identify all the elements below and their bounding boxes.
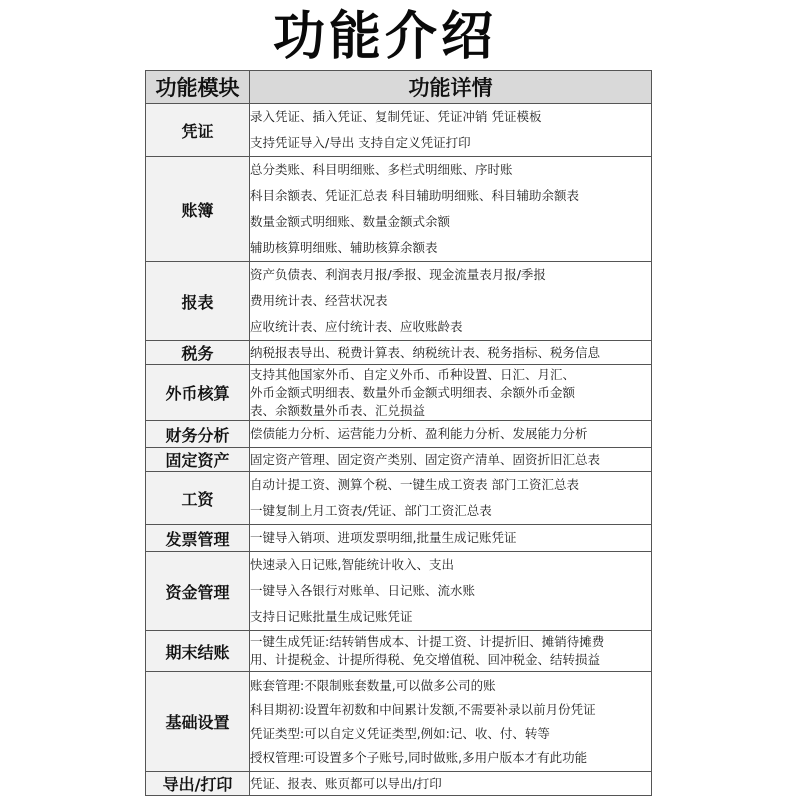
detail-line: 账套管理:不限制账套数量,可以做多公司的账 [250,677,496,693]
module-detail [250,525,652,552]
module-name: 工资 [146,472,250,525]
module-detail [250,421,652,448]
module-detail [250,552,652,631]
detail-line: 费用统计表、经营状况表 [250,293,388,308]
detail-line: 授权管理:可设置多个子账号,同时做账,多用户版本才有此功能 [250,749,588,765]
table-row [146,341,652,365]
page-title: 功能介绍 [272,7,497,67]
detail-line: 用、计提税金、计提所得税、免交增值税、回冲税金、结转损益 [250,652,601,667]
feature-table [145,70,652,796]
detail-line: 表、余额数量外币表、汇兑损益 [250,402,426,418]
header-module: 功能模块 [146,71,250,104]
module-name: 财务分析 [146,421,250,448]
module-detail [250,772,652,796]
module-name: 账簿 [146,157,250,262]
detail-line: 自动计提工资、测算个税、一键生成工资表 部门工资汇总表 [250,477,579,492]
table-row [146,157,652,262]
table-row [146,525,652,552]
table-header-row [146,71,652,104]
detail-line: 一键生成凭证:结转销售成本、计提工资、计提折旧、摊销待摊费 [250,634,605,649]
module-detail [250,448,652,472]
detail-line: 支持其他国家外币、自定义外币、币种设置、日汇、月汇、 [250,366,576,382]
module-name: 基础设置 [146,672,250,772]
module-detail [250,472,652,525]
detail-line: 科目余额表、凭证汇总表 科目辅助明细账、科目辅助余额表 [250,188,579,203]
header-detail: 功能详情 [250,71,652,104]
module-detail [250,104,652,157]
detail-line: 应收统计表、应付统计表、应收账龄表 [250,319,463,334]
detail-line: 一键复制上月工资表/凭证、部门工资汇总表 [250,503,492,518]
module-name: 凭证 [146,104,250,157]
table-row [146,365,652,421]
table-row [146,672,652,772]
detail-line: 支持凭证导入/导出 支持自定义凭证打印 [250,135,471,150]
table-row [146,104,652,157]
detail-line: 一键导入销项、进项发票明细,批量生成记账凭证 [250,530,517,545]
detail-line: 固定资产管理、固定资产类别、固定资产清单、固资折旧汇总表 [250,451,601,467]
module-name: 外币核算 [146,365,250,421]
table-row [146,772,652,796]
module-detail [250,672,652,772]
module-name: 发票管理 [146,525,250,552]
detail-line: 快速录入日记账,智能统计收入、支出 [250,557,454,572]
detail-line: 凭证类型:可以自定义凭证类型,例如:记、收、付、转等 [250,725,550,741]
table-row [146,262,652,341]
detail-line: 辅助核算明细账、辅助核算余额表 [250,240,438,255]
module-name: 期末结账 [146,631,250,672]
detail-line: 支持日记账批量生成记账凭证 [250,609,413,624]
detail-line: 凭证、报表、账页都可以导出/打印 [250,775,442,791]
table-row [146,631,652,672]
table-row [146,421,652,448]
module-name: 报表 [146,262,250,341]
module-name: 税务 [146,341,250,365]
detail-line: 总分类账、科目明细账、多栏式明细账、序时账 [250,162,513,177]
module-name: 资金管理 [146,552,250,631]
module-detail [250,157,652,262]
detail-line: 录入凭证、插入凭证、复制凭证、凭证冲销 凭证模板 [250,109,542,124]
table-row [146,552,652,631]
detail-line: 偿债能力分析、运营能力分析、盈利能力分析、发展能力分析 [250,426,588,441]
module-name: 导出/打印 [146,772,250,796]
module-detail [250,631,652,672]
module-detail [250,341,652,365]
detail-line: 数量金额式明细账、数量金额式余额 [250,214,451,229]
module-detail [250,262,652,341]
table-row [146,472,652,525]
detail-line: 纳税报表导出、税费计算表、纳税统计表、税务指标、税务信息 [250,344,601,360]
detail-line: 一键导入各银行对账单、日记账、流水账 [250,583,476,598]
detail-line: 科目期初:设置年初数和中间累计发额,不需要补录以前月份凭证 [250,701,596,717]
detail-line: 外币金额式明细表、数量外币金额式明细表、余额外币金额 [250,384,576,400]
detail-line: 资产负债表、利润表月报/季报、现金流量表月报/季报 [250,267,546,282]
module-detail [250,365,652,421]
module-name: 固定资产 [146,448,250,472]
table-row [146,448,652,472]
